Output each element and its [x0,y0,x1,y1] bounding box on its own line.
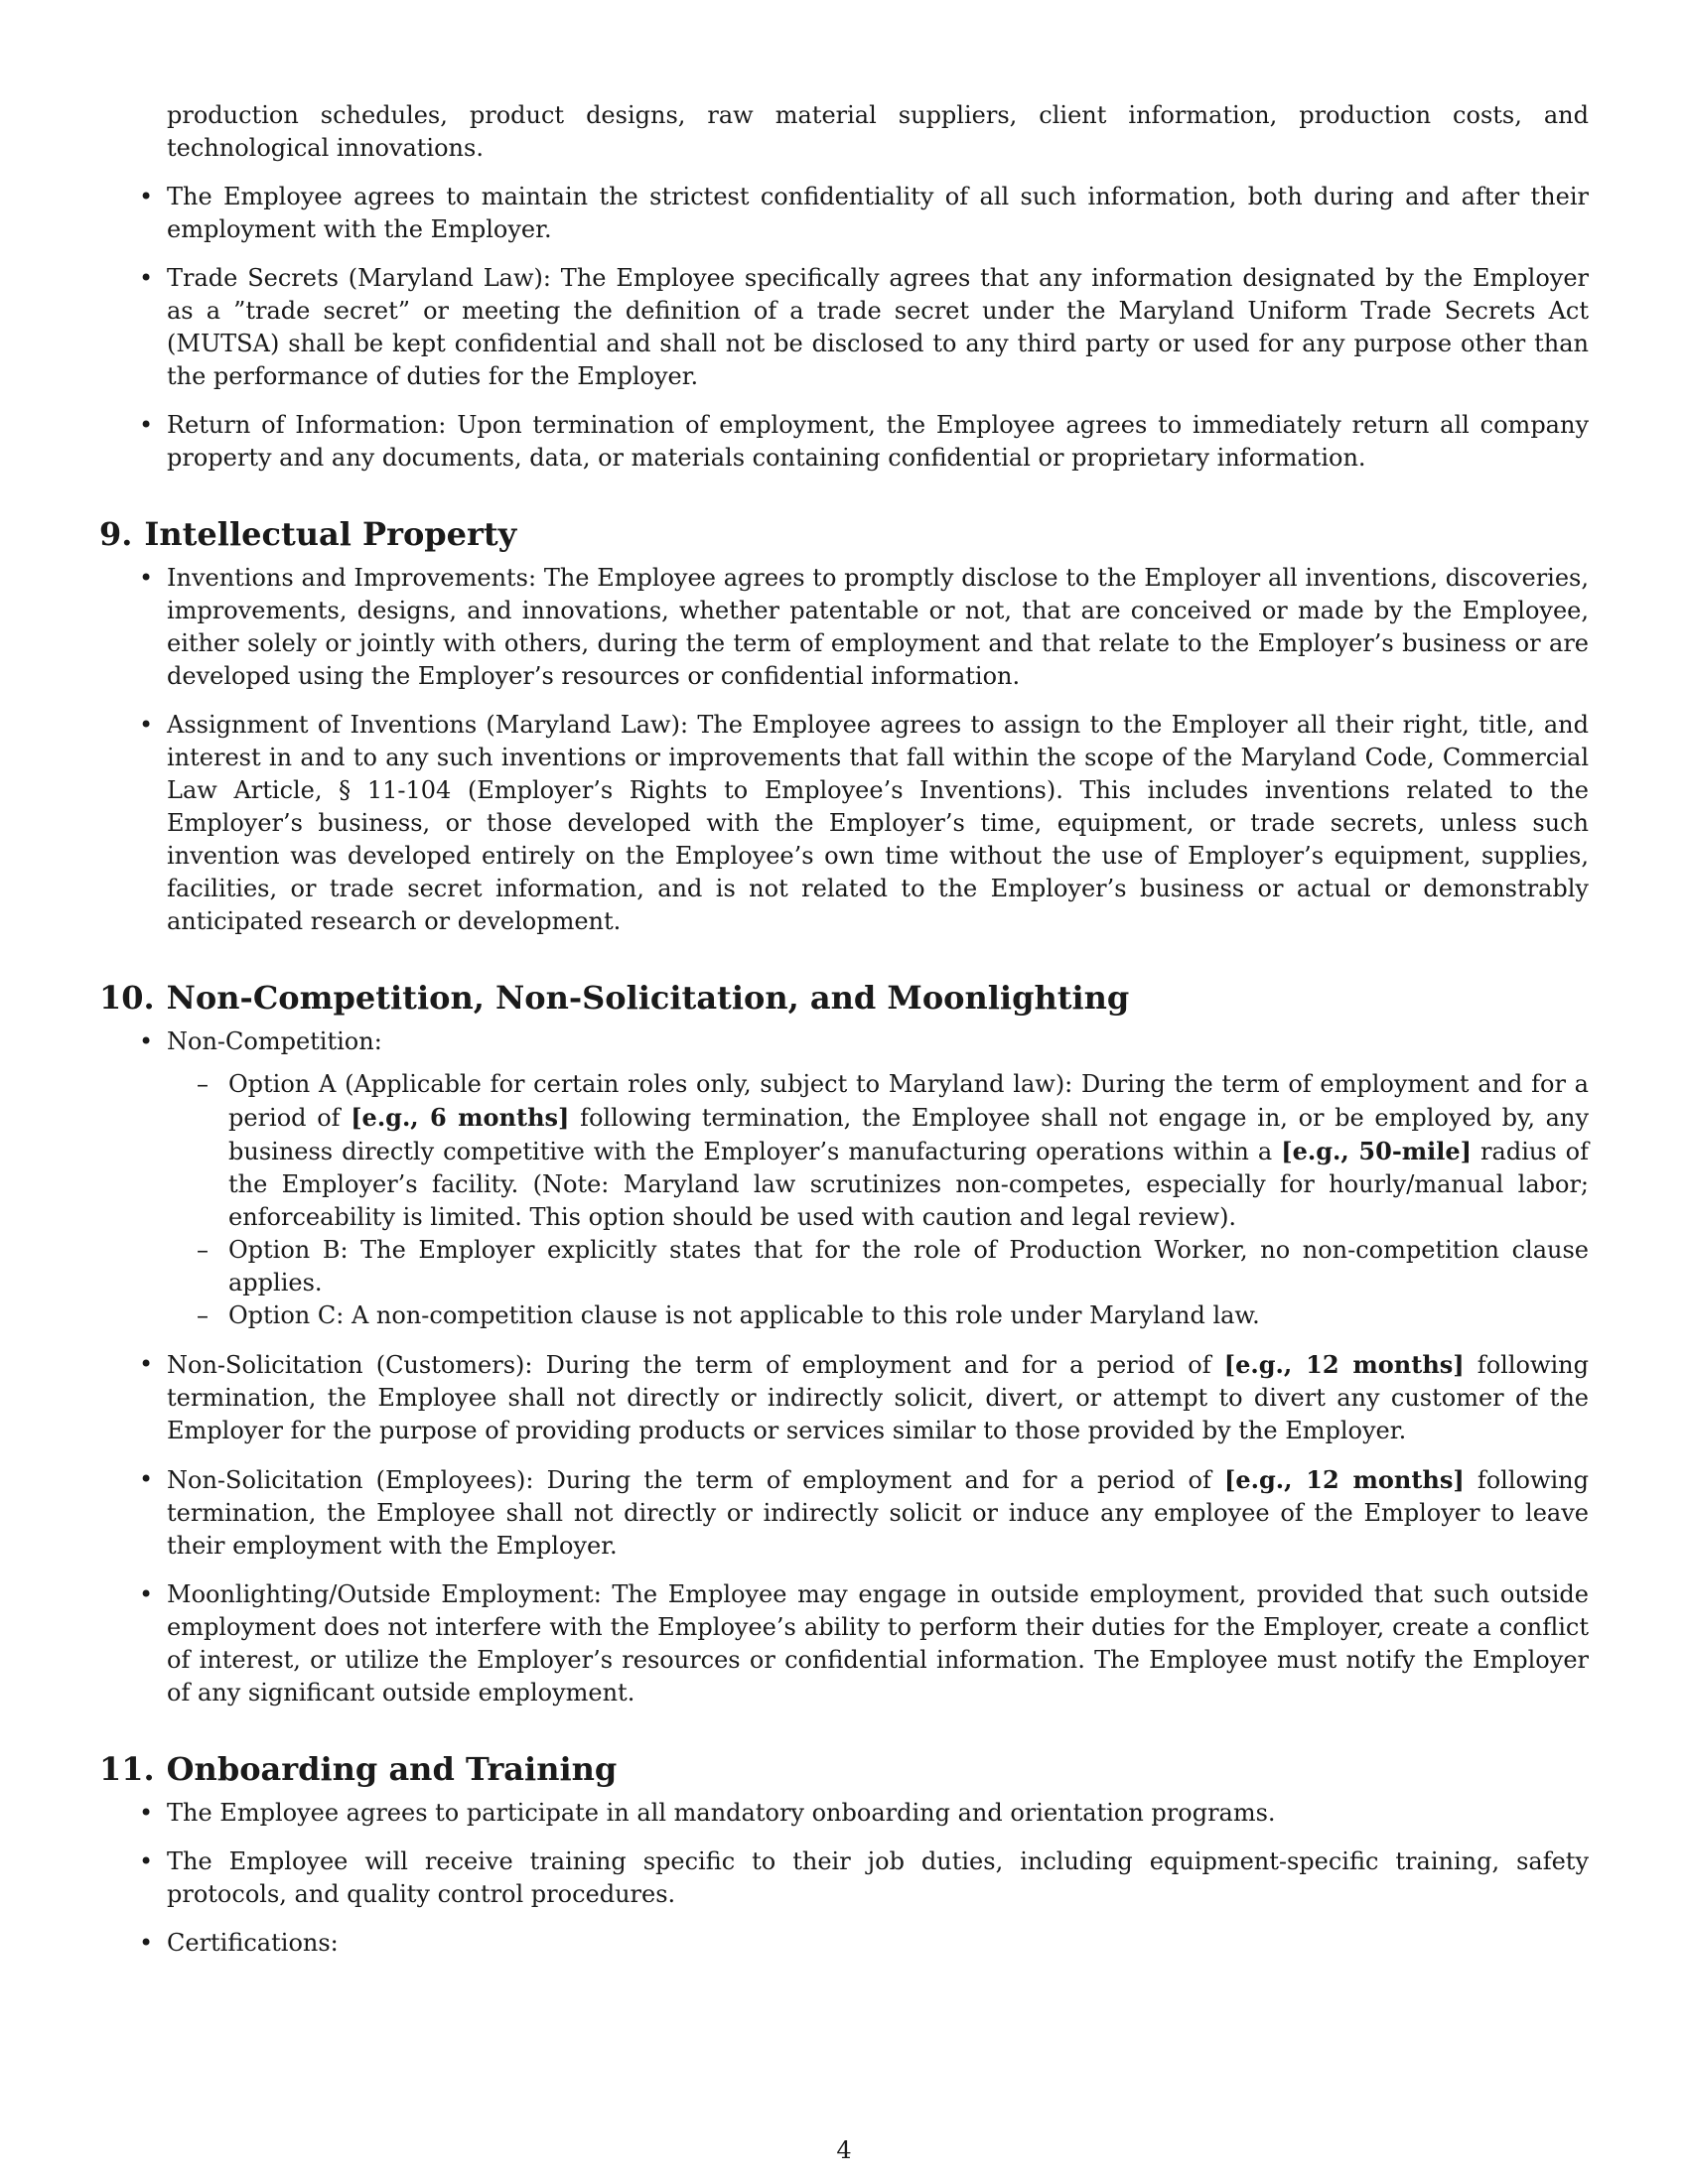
item-text: following termination, the Employee shall not directly or indirectly solicit, divert, or attempt to divert any customer of the Employer for the purpose of providing products or services similar to those provided by the Employer. [167,1351,1589,1444]
section8-list [99,181,1589,475]
option-text: radius of the Employer’s facility. (Note: Maryland law scrutinizes non-competes, especially for hourly/manual labor; enforceability is limited. This option should be used with caution and legal review). [228,1138,1589,1231]
placeholder-bold: [e.g., 12 months] [1223,1465,1465,1494]
list-item: • The Employee agrees to maintain the strictest confidentiality of all such information, both during and after their employment with the Employer. [167,181,1589,246]
section-title: Non-Competition, Non-Solicitation, and Moonlighting [166,979,1130,1017]
list-item: • The Employee agrees to participate in all mandatory onboarding and orientation programs. [167,1797,1589,1830]
list-item: • Moonlighting/Outside Employment: The Employee may engage in outside employment, provided that such outside employment does not interfere with the Employee’s ability to perform their duties for the Employer, create a conflict of interest, or utilize the Employer’s resources or confidential information. The Employee must notify the Employer of any significant outside employment. [167,1578,1589,1709]
option-c: – Option C: A non-competition clause is not applicable to this role under Maryland law. [228,1299,1589,1332]
document-page [99,99,1589,1960]
item-text: Non-Solicitation (Customers): During the term of employment and for a period of [167,1351,1224,1379]
item-text: following termination, the Employee shall not directly or indirectly solicit or induce any employee of the Employer to leave their employment with the Employer. [167,1466,1589,1560]
section9-list [99,562,1589,938]
list-item [167,1025,1589,1332]
option-text: Option A (Applicable for certain roles only, subject to Maryland law): During the term of employment and for a period of [228,1070,1589,1132]
option-a [228,1068,1589,1234]
item-text: Non-Solicitation (Employees): During the term of employment and for a period of [167,1466,1224,1494]
section-number: 10. [99,979,155,1017]
noncompete-options [167,1068,1589,1332]
list-item: • Assignment of Inventions (Maryland Law): The Employee agrees to assign to the Employer all their right, title, and interest in and to any such inventions or improvements that fall within the scope of the Maryland Code, Commercial Law Article, § 11-104 (Employer’s Rights to Employee’s Inventions). This includes inventions related to the Employer’s business, or those developed with the Employer’s time, equipment, or trade secrets, unless such invention was developed entirely on the Employee’s own time without the use of Employer’s equipment, supplies, facilities, or trade secret information, and is not related to the Employer’s business or actual or demonstrably anticipated research or development. [167,709,1589,938]
section10-heading [99,978,1589,1018]
section-number: 9. [99,515,133,553]
placeholder-bold: [e.g., 12 months] [1223,1350,1465,1379]
placeholder-bold: [e.g., 50-mile] [1281,1137,1473,1165]
section11-list [99,1797,1589,1960]
section-title: Onboarding and Training [166,1750,618,1788]
page-number: 4 [836,2136,852,2164]
placeholder-bold: [e.g., 6 months] [351,1103,570,1132]
list-item: • The Employee will receive training specific to their job duties, including equipment-specific training, safety protocols, and quality control procedures. [167,1845,1589,1911]
list-item: • Certifications: [167,1927,1589,1960]
list-item [167,1463,1589,1563]
section9-heading [99,514,1589,554]
section-number: 11. [99,1750,155,1788]
list-item: • Inventions and Improvements: The Employee agrees to promptly disclose to the Employer all inventions, discoveries, improvements, designs, and innovations, whether patentable or not, that are conceived or made by the Employee, either solely or jointly with others, during the term of employment and that relate to the Employer’s business or are developed using the Employer’s resources or confidential information. [167,562,1589,693]
list-item: • Trade Secrets (Maryland Law): The Employee specifically agrees that any information designated by the Employer as a ”trade secret” or meeting the definition of a trade secret under the Maryland Uniform Trade Secrets Act (MUTSA) shall be kept confidential and shall not be disclosed to any third party or used for any purpose other than the performance of duties for the Employer. [167,262,1589,393]
noncompete-label: Non-Competition: [167,1027,382,1055]
option-text: following termination, the Employee shall not engage in, or be employed by, any business directly competitive with the Employer’s manufacturing operations within a [228,1104,1590,1165]
list-item [167,1348,1589,1447]
section10-list [99,1025,1589,1709]
section-title: Intellectual Property [144,515,517,553]
list-item: • Return of Information: Upon termination of employment, the Employee agrees to immediately return all company property and any documents, data, or materials containing confidential or proprietary information. [167,409,1589,475]
section11-heading [99,1749,1589,1789]
intro-continuation: production schedules, product designs, raw material suppliers, client information, production costs, and technological innovations. [167,101,1589,162]
option-b: – Option B: The Employer explicitly states that for the role of Production Worker, no non-competition clause applies. [228,1234,1589,1299]
